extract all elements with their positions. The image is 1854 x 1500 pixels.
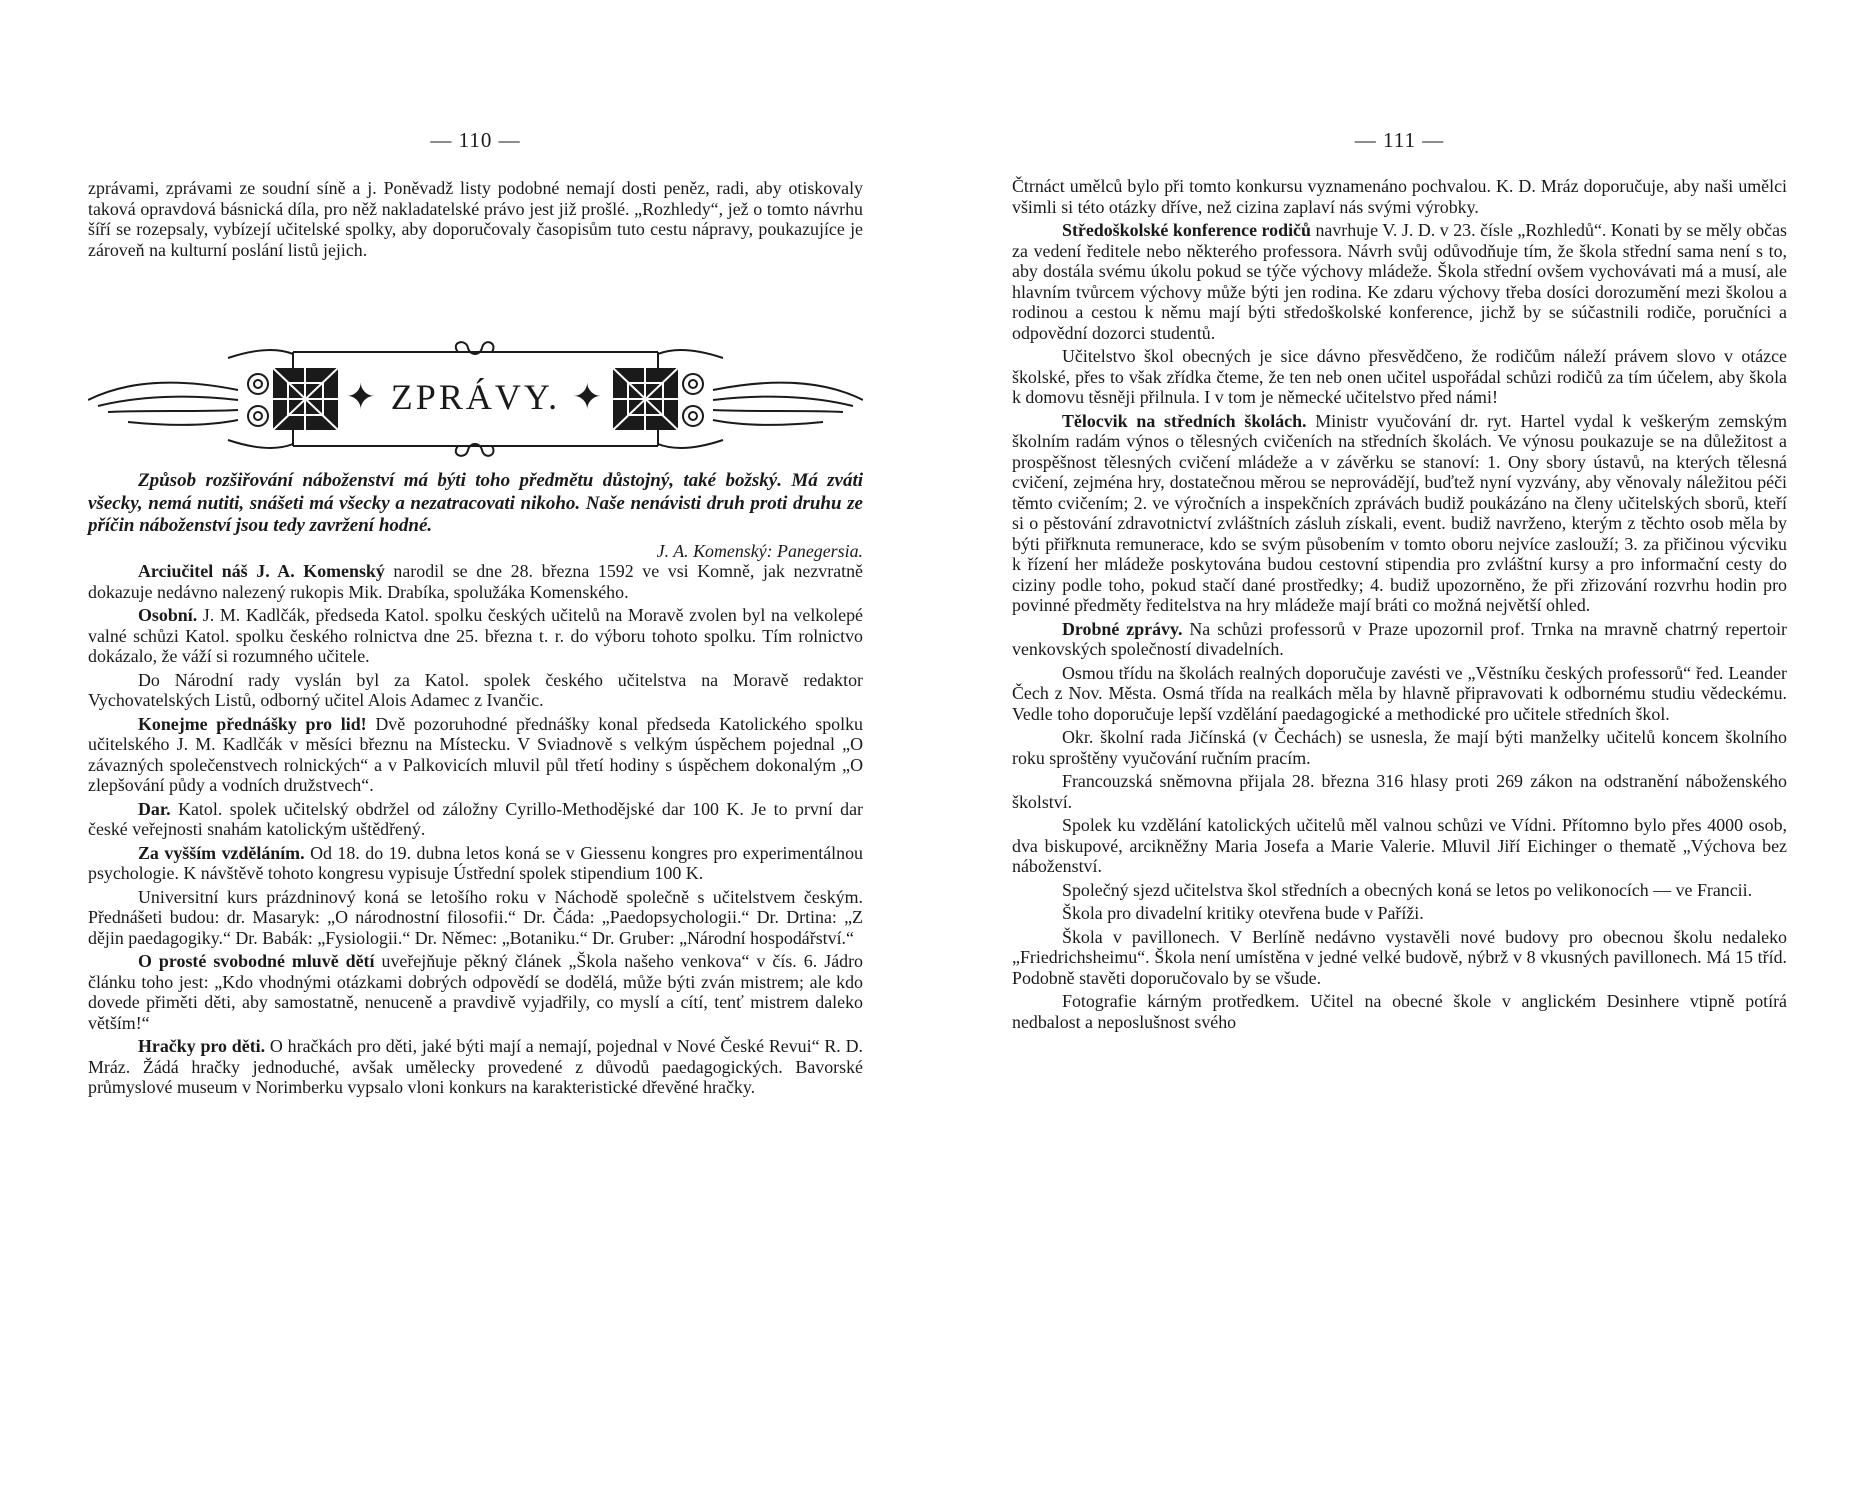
paragraph-body: Škola v pavillonech. V Berlíně nedávno vystavěli nové budovy pro obecnou školu nedaleko „Friedrichsheimu“. Škola není umístěna v jedné velké budově, nýbrž v 8 vkusných pavillonech. Má 15 tříd. Podobně stavěti doporučovalo by se všude. [1012,926,1787,988]
paragraph-heading: Osobní. [138,605,198,625]
paragraph-body: Okr. školní rada Jičínská (v Čechách) se usnesla, že mají býti manželky učitelů koncem školního roku sproštěny vyučování ručním pracím. [1012,727,1787,768]
news-paragraph [88,887,863,949]
news-paragraph [88,843,863,884]
paragraph-body: uveřejňuje pěkný článek „Škola našeho venkova“ v čís. 6. Jádro článku toho jest: „Kdo vhodnými otázkami dobrých odpovědí se dodělá, může býti zván mistrem; ale kdo dovede přiměti děti, aby samostatně, nenuceně a pravdivě vyjadřily, co myslí a cítí, tenť mistrem daleko větším!“ [88,951,863,1033]
motto: Způsob rozšiřování náboženství má býti toho předmětu důstojný, také božský. Má zváti všecky, nemá nutiti, snášeti má všecky a nezatracovati nikoho. Naše nenávisti druh proti druhu ze příčin náboženství jsou tedy zavržení hodné. [88,470,863,536]
news-paragraph [88,714,863,796]
left-intro-text [88,178,863,260]
paragraph-heading: Dar. [138,798,171,819]
news-paragraph [1012,771,1787,812]
news-paragraph [1012,346,1787,408]
news-paragraph [1012,619,1787,660]
paragraph-body: O hračkách pro děti, jaké býti mají a nemají, pojednal v Nové České Revui“ R. D. Mráz. Žádá hračky jednoduché, avšak umělecky provedené z důvodů paedagogických. Bavorské průmyslové museum v Norimberku vypsalo vloni konkurs na karakteristické dřevěné hračky. [88,1036,863,1097]
intro-paragraph: zprávami, zprávami ze soudní síně a j. Poněvadž listy podobné nemají dosti peněz, radi, aby otiskovaly taková opravdová básnická díla, pro něž nakladatelské právo jest již prošlé. „Rozhledy“, jež o tomto návrhu šíří se rozepsaly, vybízejí učitelské spolky, aby doporučovaly časopisům tuto cestu nápravy, poukazujíce je zároveň na kulturní poslání listů jejich. [88,178,863,260]
news-paragraph [88,951,863,1033]
paragraph-body: Čtrnáct umělců bylo při tomto konkursu vyznamenáno pochvalou. K. D. Mráz doporučuje, aby naši umělci všimli si této otázky dříve, než cizina zaplaví nás svými výrobky. [1012,176,1787,217]
paragraph-body: Fotografie kárným protředkem. Učitel na obecné škole v anglickém Desinhere vtipně potírá nedbalost a neposlušnost svého [1012,991,1787,1032]
news-paragraph [88,1036,863,1098]
news-paragraph [1012,880,1787,901]
left-body-text [88,470,863,1098]
news-paragraph [1012,927,1787,989]
paragraph-body: Na schůzi professorů v Praze upozornil prof. Trnka na mravně chatrný repertoir venkovských společností divadelních. [1012,618,1787,659]
news-paragraph [88,605,863,667]
right-news-items [1012,176,1787,1032]
paragraph-body: Od 18. do 19. dubna letos koná se v Giessenu kongres pro experimentálnou psychologie. K návštěvě tohoto kongresu vypisuje Ústřední spolek stipendium 100 K. [88,842,863,883]
news-paragraph [1012,663,1787,725]
left-news-items [88,561,863,1098]
news-paragraph [1012,991,1787,1032]
paragraph-body: narodil se dne 28. března 1592 ve vsi Komně, jak nezvratně dokazuje nedávno nalezený rukopis Mik. Drabíka, spolužáka Komenského. [88,561,864,602]
right-body-text [1012,176,1787,1032]
right-page [1012,0,1787,1500]
paragraph-body: Do Národní rady vyslán byl za Katol. spolek českého učitelstva na Moravě redaktor Vychovatelských Listů, odborný učitel Alois Adamec z Ivančic. [88,669,863,710]
motto-attribution: J. A. Komenský: Panegersia. [656,540,863,561]
news-paragraph [1012,411,1787,616]
paragraph-heading: Drobné zprávy. [1062,618,1183,639]
paragraph-heading: Středoškolské konference rodičů [1062,220,1311,240]
news-paragraph [1012,815,1787,877]
paragraph-body: Francouzská sněmovna přijala 28. března 316 hlasy proti 269 zákon na odstranění náboženského školství. [1012,771,1787,812]
news-paragraph [88,799,863,840]
paragraph-heading: O prosté svobodné mluvě dětí [138,951,375,971]
paragraph-heading: Hračky pro děti. [138,1036,266,1056]
news-paragraph [1012,903,1787,924]
paragraph-body: J. M. Kadlčák, předseda Katol. spolku českých učitelů na Moravě zvolen byl na velkolepé valné schůzi Katol. spolku českého rolnictva dne 25. března t. r. do výboru tohoto spolku. Tím rolnictvo dokázalo, že váží si rozumného učitele. [88,605,863,666]
news-paragraph [1012,176,1787,217]
paragraph-body: Ministr vyučování dr. ryt. Hartel vydal k veškerým zemským školním radám výnos o tělesných cvičeních na středních školách. Ve výnosu poukazuje se na důležitost a prospěšnost tělesných cvičení mládeže a v závěrku se stanoví: 1. Ony sbory ústavů, na kterých tělesná cvičení, zejména hry, dostatečnou měrou se neprovádějí, buďtež nyní vyzvány, aby věnovaly náležitou péči těmto cvičením; 2. ve výročních a inspekčních zprávách budiž poukázáno na členy učitelských sborů, kteří si o pěstování zdravotnictví zvláštních zásluh získali, event. budiž navrženo, kterým z těchto osob měla by býti přiřknuta remunerace, kdo se svým působením v tomto oboru nejvíce zaslouží; 3. za přičinou výcviku k řízení her mládeže poskytována budou cestovní stipendia pro zvláštní kursy a pro informační cesty do ciziny podle toho, pokud stačí dané prostředky; 4. budiž upozorněno, že při zřizování rozvrhu hodin pro povinné předměty ředitelstva na hry mládeže mají bráti co možná největší ohled. [1012,410,1787,615]
left-page [88,0,863,1500]
left-page-number: — 110 — [430,128,521,152]
news-paragraph [88,670,863,711]
paragraph-body: Spolek ku vzdělání katolických učitelů měl valnou schůzi ve Vídni. Přítomno bylo přes 4000 osob, dva biskupové, arcikněžny Maria Josefa a Marie Valerie. Mluvil Jiří Eichinger o thematě „Výchova bez náboženství. [1012,815,1787,876]
paragraph-body: Škola pro divadelní kritiky otevřena bude v Paříži. [1062,903,1424,923]
paragraph-body: Katol. spolek učitelský obdržel od záložny Cyrillo-Methodějské dar 100 K. Je to první dar české veřejnosti snahám katolickým uštědřený. [88,798,863,839]
news-paragraph [88,561,863,602]
right-page-number: — 111 — [1354,128,1445,152]
paragraph-body: navrhuje V. J. D. v 23. čísle „Rozhledů“. Konati by se měly občas za vedení ředitele nebo některého professora. Návrh svůj odůvodňuje tím, že škola střední sama není s to, aby dostála svému úkolu pokud se týče výchovy mládeže. Škola střední ovšem vychovávati má a musí, ale hlavním tvůrcem výchovy může býti jen rodina. Ke zdaru výchovy třeba dosíci dorozumění mezi školou a rodinou a cestou k němu mají býti středoškolské konference, jichž by se súčastnili rodiče, poručníci a odpovědní dozorci studentů. [1012,220,1787,343]
section-title: ✦ ZPRÁVY. ✦ [345,377,606,417]
paragraph-body: Učitelstvo škol obecných je sice dávno přesvědčeno, že rodičům náleží právem slovo v otázce školské, přes to však zřídka čteme, že ten neb onen učitel uspořádal schůzi rodičů za tím účelem, aby škola k domovu těsněji přilnula. I v tom je německé učitelstvo před námi! [1012,346,1787,407]
paragraph-heading: Konejme přednášky pro lid! [138,713,367,734]
news-paragraph [1012,220,1787,343]
paragraph-body: Osmou třídu na školách realných doporučuje zavésti ve „Věstníku českých professorů“ řed. Leander Čech z Nov. Města. Osmá třída na realkách měla by hlavně připravovati k odbornému studiu vědeckému. Vedle toho doporučuje lepší vzdělání paedagogické a methodické pro učitele středních škol. [1012,662,1787,724]
paragraph-body: Dvě pozoruhodné přednášky konal předseda Katolického spolku učitelského J. M. Kadlčák v měsíci březnu na Místecku. V Sviadnově s velkým úspěchem pojednal „O závazných společenstvech rolnických“ a v Palkovicích mluvil půl třetí hodiny s úspěchem dokonalým „O zlepšování půdy a vodních družstvech“. [88,713,863,795]
paragraph-body: Universitní kurs prázdninový koná se letošího roku v Náchodě společně s učitelstvem českým. Přednášeti budou: dr. Masaryk: „O národnostní filosofii.“ Dr. Čáda: „Paedopsychologii.“ Dr. Drtina: „Z dějin paedagogiky.“ Dr. Babák: „Fysiologii.“ Dr. Němec: „Botaniku.“ Dr. Gruber: „Národní hospodářství.“ [88,886,863,948]
news-paragraph [1012,727,1787,768]
paragraph-heading: Za vyšším vzděláním. [138,842,305,863]
paragraph-heading: Arciučitel náš J. A. Komenský [138,561,385,581]
paragraph-body: Společný sjezd učitelstva škol středních a obecných koná se letos po velikonocích — ve Francii. [1062,879,1753,900]
paragraph-heading: Tělocvik na středních školách. [1062,410,1307,431]
